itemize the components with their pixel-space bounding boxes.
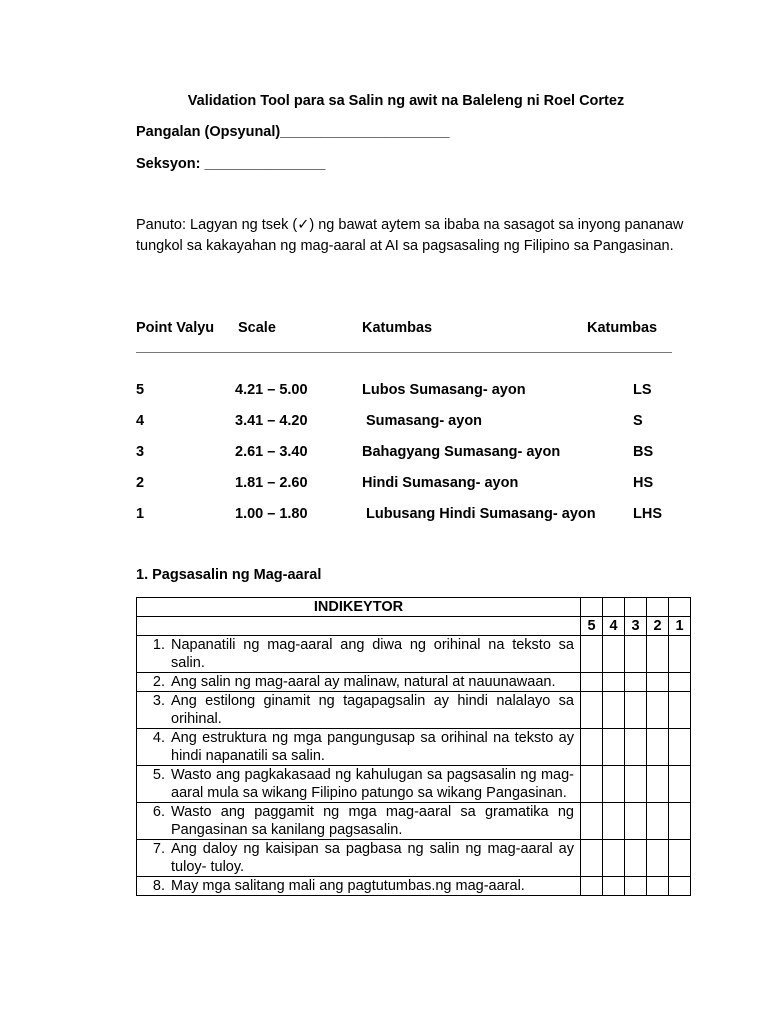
rating-checkbox-3[interactable] <box>625 803 647 840</box>
rating-checkbox-5[interactable] <box>581 636 603 673</box>
rating-checkbox-4[interactable] <box>603 729 625 766</box>
rating-checkbox-3[interactable] <box>625 692 647 729</box>
scale-cell <box>581 598 603 617</box>
item-text: Napanatili ng mag-aaral ang diwa ng orihinal na teksto sa salin. <box>171 637 574 671</box>
rating-checkbox-2[interactable] <box>647 729 669 766</box>
table-row <box>137 840 691 877</box>
rating-checkbox-3[interactable] <box>625 840 647 877</box>
scale-point: 5 <box>136 382 145 398</box>
rating-checkbox-1[interactable] <box>669 840 691 877</box>
item-text: Wasto ang pagkakasaad ng kahulugan sa pagsasalin ng mag-aaral mula sa wikang Filipino patungo sa wikang Pangasinan. <box>171 767 574 801</box>
header-point-value: Point Valyu <box>136 320 215 336</box>
scale-cell <box>625 598 647 617</box>
rating-checkbox-4[interactable] <box>603 877 625 896</box>
item-text: Wasto ang paggamit ng mga mag-aaral sa gramatika ng Pangasinan sa kanilang pagsasalin. <box>171 804 574 838</box>
scale-abbreviation: BS <box>633 444 654 460</box>
scale-point: 1 <box>136 506 145 522</box>
rating-checkbox-1[interactable] <box>669 673 691 692</box>
scale-range: 1.00 – 1.80 <box>235 506 308 522</box>
scale-abbreviation: LS <box>633 382 652 398</box>
indicator-item <box>137 877 581 896</box>
table-row <box>137 877 691 896</box>
item-number: 2. <box>152 674 165 690</box>
scale-label: 4 <box>603 617 625 636</box>
scale-label: 5 <box>581 617 603 636</box>
scale-cell <box>603 598 625 617</box>
scale-description: Bahagyang Sumasang- ayon <box>362 444 561 460</box>
indicator-item <box>137 803 581 840</box>
indicator-item <box>137 840 581 877</box>
name-field: Pangalan (Opsyunal)_____________________ <box>136 124 450 140</box>
scale-point: 3 <box>136 444 145 460</box>
rating-checkbox-5[interactable] <box>581 766 603 803</box>
item-number: 5. <box>152 767 165 783</box>
item-number: 4. <box>152 730 165 746</box>
rating-checkbox-4[interactable] <box>603 673 625 692</box>
scale-description: Sumasang- ayon <box>366 413 483 429</box>
scale-label: 2 <box>647 617 669 636</box>
blank-cell <box>137 617 581 636</box>
rating-checkbox-1[interactable] <box>669 766 691 803</box>
scale-cell <box>669 598 691 617</box>
rating-checkbox-2[interactable] <box>647 840 669 877</box>
scale-point: 4 <box>136 413 145 429</box>
rating-checkbox-2[interactable] <box>647 803 669 840</box>
rating-checkbox-5[interactable] <box>581 877 603 896</box>
scale-abbreviation: S <box>633 413 643 429</box>
document-title: Validation Tool para sa Salin ng awit na Baleleng ni Roel Cortez <box>187 93 625 109</box>
table-row <box>137 729 691 766</box>
rating-checkbox-1[interactable] <box>669 729 691 766</box>
rating-checkbox-1[interactable] <box>669 692 691 729</box>
table-row <box>137 803 691 840</box>
scale-range: 2.61 – 3.40 <box>235 444 308 460</box>
scale-label: 3 <box>625 617 647 636</box>
rating-checkbox-3[interactable] <box>625 729 647 766</box>
scale-range: 4.21 – 5.00 <box>235 382 308 398</box>
rating-checkbox-1[interactable] <box>669 803 691 840</box>
indicator-item <box>137 692 581 729</box>
item-text: Ang estruktura ng mga pangungusap sa orihinal na teksto ay hindi napanatili sa salin. <box>171 730 574 764</box>
rating-checkbox-5[interactable] <box>581 840 603 877</box>
rating-checkbox-2[interactable] <box>647 636 669 673</box>
divider-line <box>136 352 672 353</box>
table-row <box>137 766 691 803</box>
header-equivalent: Katumbas <box>362 320 433 336</box>
rating-checkbox-4[interactable] <box>603 803 625 840</box>
header-scale: Scale <box>238 320 276 336</box>
rating-checkbox-4[interactable] <box>603 692 625 729</box>
rating-checkbox-3[interactable] <box>625 877 647 896</box>
rating-checkbox-2[interactable] <box>647 673 669 692</box>
item-number: 8. <box>152 878 165 894</box>
section-field: Seksyon: _______________ <box>136 156 326 172</box>
item-text: Ang salin ng mag-aaral ay malinaw, natural at nauunawaan. <box>171 674 556 690</box>
rating-checkbox-3[interactable] <box>625 636 647 673</box>
rating-checkbox-1[interactable] <box>669 636 691 673</box>
rating-checkbox-5[interactable] <box>581 692 603 729</box>
table-row <box>137 673 691 692</box>
indicator-item <box>137 766 581 803</box>
indicator-header: INDIKEYTOR <box>137 598 581 617</box>
item-text: Ang daloy ng kaisipan sa pagbasa ng salin ng mag-aaral ay tuloy- tuloy. <box>171 841 574 875</box>
scale-description: Lubusang Hindi Sumasang- ayon <box>366 506 596 522</box>
rating-checkbox-3[interactable] <box>625 673 647 692</box>
scale-label: 1 <box>669 617 691 636</box>
rating-checkbox-1[interactable] <box>669 877 691 896</box>
rating-checkbox-5[interactable] <box>581 803 603 840</box>
scale-abbreviation: LHS <box>633 506 662 522</box>
indicator-item <box>137 729 581 766</box>
section-heading: 1. Pagsasalin ng Mag-aaral <box>136 567 322 583</box>
rating-checkbox-2[interactable] <box>647 877 669 896</box>
item-number: 1. <box>152 637 165 653</box>
header-equivalent-abbr: Katumbas <box>587 320 658 336</box>
rating-checkbox-4[interactable] <box>603 766 625 803</box>
item-text: May mga salitang mali ang pagtutumbas.ng mag-aaral. <box>171 878 525 894</box>
item-number: 7. <box>152 841 165 857</box>
scale-description: Lubos Sumasang- ayon <box>362 382 526 398</box>
scale-point: 2 <box>136 475 145 491</box>
item-number: 6. <box>152 804 165 820</box>
item-number: 3. <box>152 693 165 709</box>
scale-description: Hindi Sumasang- ayon <box>362 475 519 491</box>
scale-range: 1.81 – 2.60 <box>235 475 308 491</box>
indicator-item <box>137 673 581 692</box>
indicator-table <box>136 597 691 896</box>
rating-checkbox-5[interactable] <box>581 673 603 692</box>
rating-checkbox-5[interactable] <box>581 729 603 766</box>
rating-checkbox-2[interactable] <box>647 766 669 803</box>
instructions: Panuto: Lagyan ng tsek (✓) ng bawat aytem sa ibaba na sasagot sa inyong pananaw tungkol sa kakayahan ng mag-aaral at AI sa pagsasaling ng Filipino sa Pangasinan. <box>136 217 684 254</box>
table-row <box>137 636 691 673</box>
rating-checkbox-2[interactable] <box>647 692 669 729</box>
scale-cell <box>647 598 669 617</box>
rating-checkbox-4[interactable] <box>603 636 625 673</box>
item-text: Ang estilong ginamit ng tagapagsalin ay hindi nalalayo sa orihinal. <box>171 693 574 727</box>
rating-checkbox-3[interactable] <box>625 766 647 803</box>
table-row <box>137 692 691 729</box>
scale-range: 3.41 – 4.20 <box>235 413 308 429</box>
scale-abbreviation: HS <box>633 475 654 491</box>
rating-checkbox-4[interactable] <box>603 840 625 877</box>
indicator-item <box>137 636 581 673</box>
